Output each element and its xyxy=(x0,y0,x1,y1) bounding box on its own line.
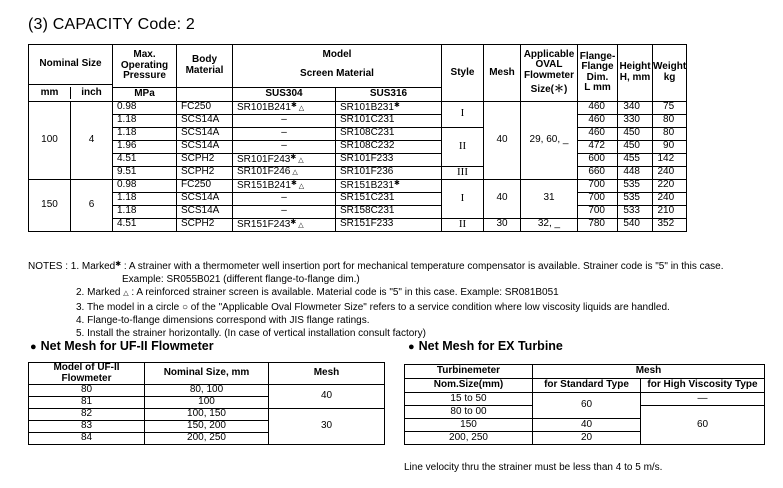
dim-W: 75 xyxy=(653,101,687,114)
dim-W: 220 xyxy=(653,179,687,192)
asterisk-mark-icon: ✱ xyxy=(290,218,297,226)
header-model xyxy=(233,45,442,85)
model-code: SR101B241 xyxy=(237,101,291,113)
ex-size: 150 xyxy=(405,419,533,432)
model-cell-s316 xyxy=(336,101,442,114)
body-material: SCPH2 xyxy=(177,218,233,231)
header-weight: Weight kg xyxy=(653,45,687,102)
uf-size: 100, 150 xyxy=(145,409,269,421)
header-body-material: Body Material xyxy=(177,45,233,88)
model-cell-s316 xyxy=(336,205,442,218)
uf-mesh: 40 xyxy=(269,385,385,409)
ex-header-std: for Standard Type xyxy=(533,379,641,393)
note-2-text: : A reinforced strainer screen is available. Material code is "5" in this case. Example: SR081B051 xyxy=(131,287,559,299)
header-units-row xyxy=(29,85,113,102)
asterisk-mark-icon: ✱ xyxy=(115,261,122,268)
note-2 xyxy=(28,286,778,300)
model-cell-s304 xyxy=(233,101,336,114)
table-row xyxy=(29,153,687,166)
oval-size: 31 xyxy=(521,179,578,218)
style-value: II xyxy=(442,218,484,231)
body-material: FC250 xyxy=(177,179,233,192)
ex-header-turbine: Turbinemeter xyxy=(405,365,533,379)
style-value: II xyxy=(442,127,484,166)
header-nominal-size: Nominal Size xyxy=(29,45,113,85)
dim-L: 700 xyxy=(578,205,618,218)
uf-header-size: Nominal Size, mm xyxy=(145,363,269,385)
ex-std-mesh: 20 xyxy=(533,432,641,445)
model-cell-s316 xyxy=(336,153,442,166)
body-material: SCS14A xyxy=(177,127,233,140)
body-material: SCS14A xyxy=(177,205,233,218)
table-row xyxy=(29,101,687,114)
model-code: – xyxy=(281,140,287,152)
dim-W: 80 xyxy=(653,114,687,127)
size-mm: 100 xyxy=(29,101,71,179)
model-cell-s304 xyxy=(233,166,336,179)
size-inch: 6 xyxy=(71,179,113,231)
asterisk-mark-icon: ✱ xyxy=(393,179,400,187)
pressure: 9.51 xyxy=(113,166,177,179)
model-code: SR101F243 xyxy=(237,153,291,165)
model-code: SR101B231 xyxy=(340,101,394,113)
pressure: 1.18 xyxy=(113,127,177,140)
header-max-pressure: Max. Operating Pressure xyxy=(113,45,177,88)
body-material: SCS14A xyxy=(177,114,233,127)
model-cell-s304 xyxy=(233,114,336,127)
model-code: – xyxy=(281,127,287,139)
dim-H: 535 xyxy=(618,192,653,205)
header-flange-label: Flange-Flange Dim. xyxy=(579,50,616,83)
asterisk-mark-icon: ✱ xyxy=(290,179,297,187)
triangle-mark-icon: △ xyxy=(296,104,305,112)
model-cell-s316 xyxy=(336,192,442,205)
dim-H: 340 xyxy=(618,101,653,114)
bullet-icon: ● xyxy=(30,341,37,353)
size-inch: 4 xyxy=(71,101,113,179)
header-inch: inch xyxy=(81,86,102,98)
ex-header-high: for High Viscosity Type xyxy=(641,379,765,393)
triangle-mark-icon: △ xyxy=(296,221,304,229)
triangle-mark-icon: △ xyxy=(290,169,298,177)
uf-model: 82 xyxy=(29,409,145,421)
header-oval-size: Size(＊) xyxy=(530,84,568,96)
ex-std-mesh: 60 xyxy=(533,393,641,419)
model-code: – xyxy=(281,114,287,126)
model-cell-s316 xyxy=(336,140,442,153)
model-code: – xyxy=(281,192,287,204)
asterisk-mark-icon: ✱ xyxy=(290,153,297,161)
dim-L: 660 xyxy=(578,166,618,179)
dim-W: 352 xyxy=(653,218,687,231)
header-model-label: Model xyxy=(322,49,352,61)
asterisk-mark-icon: ✱ xyxy=(393,101,400,109)
body-material: FC250 xyxy=(177,101,233,114)
style-value: III xyxy=(442,166,484,179)
body-material: SCPH2 xyxy=(177,153,233,166)
triangle-mark-icon: △ xyxy=(296,182,305,190)
dim-L: 460 xyxy=(578,127,618,140)
dim-H: 450 xyxy=(618,140,653,153)
note-4: 4. Flange-to-flange dimensions correspond with JIS flange ratings. xyxy=(76,314,370,326)
model-code: SR151F233 xyxy=(340,218,394,230)
dim-L: 700 xyxy=(578,179,618,192)
pressure: 1.18 xyxy=(113,192,177,205)
uf-size: 100 xyxy=(145,397,269,409)
dim-H: 455 xyxy=(618,153,653,166)
note-1-text: : A strainer with a thermometer well insertion port for mechanical temperature compensator is available. Strainer code is "5" in this case. xyxy=(123,261,724,272)
table-row xyxy=(29,166,687,179)
model-code: SR151C231 xyxy=(340,192,395,204)
ex-size: 80 to 00 xyxy=(405,406,533,419)
note-5: 5. Install the strainer horizontally. (In case of vertical installation consult factory) xyxy=(76,328,426,340)
table-row xyxy=(405,393,765,406)
model-cell-s304 xyxy=(233,205,336,218)
model-code: SR151F243 xyxy=(237,218,291,230)
model-cell-s304 xyxy=(233,153,336,166)
model-cell-s304 xyxy=(233,140,336,153)
pressure: 0.98 xyxy=(113,179,177,192)
model-cell-s316 xyxy=(336,114,442,127)
dim-L: 460 xyxy=(578,101,618,114)
header-height: Height H, mm xyxy=(618,45,653,102)
uf-model: 84 xyxy=(29,433,145,445)
header-oval-label: Applicable OVAL Flowmeter xyxy=(523,48,575,81)
model-cell-s304 xyxy=(233,127,336,140)
model-code: SR108C232 xyxy=(340,140,395,152)
uf-heading xyxy=(30,339,214,353)
uf-model: 83 xyxy=(29,421,145,433)
note-1-lead: NOTES : 1. Marked xyxy=(28,261,116,272)
model-code: SR151B241 xyxy=(237,179,291,191)
model-cell-s304 xyxy=(233,192,336,205)
capacity-table xyxy=(28,44,687,232)
style-value: I xyxy=(442,179,484,218)
model-code: SR108C231 xyxy=(340,127,395,139)
ex-header-mesh: Mesh xyxy=(533,365,765,379)
header-mpa: MPa xyxy=(113,87,177,101)
style-value: I xyxy=(442,101,484,127)
header-mesh: Mesh xyxy=(484,45,521,102)
dim-W: 90 xyxy=(653,140,687,153)
model-code: SR101F246 xyxy=(237,166,291,178)
table-row xyxy=(29,218,687,231)
notes xyxy=(28,258,778,340)
oval-size xyxy=(521,101,578,179)
header-screen-material: Screen Material xyxy=(300,67,374,79)
triangle-mark-icon: △ xyxy=(123,290,129,298)
header-sus316: SUS316 xyxy=(336,87,442,101)
dash-mark-icon: _ xyxy=(560,133,569,145)
page-title: (3) CAPACITY Code: 2 xyxy=(28,16,196,33)
uf-header-model: Model of UF-II Flowmeter xyxy=(29,363,145,385)
header-flange-unit: L mm xyxy=(584,82,611,94)
table-row xyxy=(29,385,385,397)
ex-heading xyxy=(408,339,563,353)
asterisk-mark-icon: ✱ xyxy=(290,101,297,109)
model-cell-s304 xyxy=(233,179,336,192)
dash-mark-icon: _ xyxy=(551,218,561,230)
pressure: 0.98 xyxy=(113,101,177,114)
uf-mesh: 30 xyxy=(269,409,385,445)
dim-W: 210 xyxy=(653,205,687,218)
model-code: – xyxy=(281,205,287,217)
uf-size: 150, 200 xyxy=(145,421,269,433)
dim-W: 240 xyxy=(653,192,687,205)
dim-H: 450 xyxy=(618,127,653,140)
note-3: 3. The model in a circle ○ of the "Applicable Oval Flowmeter Size" refers to a service condition where low viscosity liquids are handled. xyxy=(76,301,670,313)
header-oval xyxy=(521,45,578,102)
dim-H: 533 xyxy=(618,205,653,218)
ex-size: 15 to 50 xyxy=(405,393,533,406)
mesh-value: 40 xyxy=(484,179,521,218)
oval-size xyxy=(521,218,578,231)
model-cell-s316 xyxy=(336,179,442,192)
mesh-value: 30 xyxy=(484,218,521,231)
ex-std-mesh: 40 xyxy=(533,419,641,432)
model-code: SR101F236 xyxy=(340,166,394,178)
ex-size: 200, 250 xyxy=(405,432,533,445)
dim-L: 460 xyxy=(578,114,618,127)
model-cell-s316 xyxy=(336,166,442,179)
note-1-example: Example: SR055B021 (different flange-to-flange dim.) xyxy=(122,274,360,286)
pressure: 4.51 xyxy=(113,218,177,231)
ex-header-nom: Nom.Size(mm) xyxy=(405,379,533,393)
body-material: SCS14A xyxy=(177,192,233,205)
triangle-mark-icon: △ xyxy=(296,156,304,164)
table-row xyxy=(29,127,687,140)
dim-H: 330 xyxy=(618,114,653,127)
header-flange xyxy=(578,45,618,102)
table-row xyxy=(29,179,687,192)
uf-size: 80, 100 xyxy=(145,385,269,397)
body-material: SCS14A xyxy=(177,140,233,153)
model-cell-s316 xyxy=(336,218,442,231)
model-cell-s304 xyxy=(233,218,336,231)
dim-L: 472 xyxy=(578,140,618,153)
table-row xyxy=(29,205,687,218)
header-body-blank xyxy=(177,87,233,101)
table-row xyxy=(29,409,385,421)
uf-header-mesh: Mesh xyxy=(269,363,385,385)
uf-mesh-table xyxy=(28,362,385,445)
pressure: 1.18 xyxy=(113,114,177,127)
dim-W: 142 xyxy=(653,153,687,166)
uf-model: 80 xyxy=(29,385,145,397)
dim-W: 80 xyxy=(653,127,687,140)
header-sus304: SUS304 xyxy=(233,87,336,101)
table-row xyxy=(29,114,687,127)
ex-heading-text: Net Mesh for EX Turbine xyxy=(418,339,563,353)
pressure: 4.51 xyxy=(113,153,177,166)
ex-high-mesh: — xyxy=(641,393,765,406)
ex-high-mesh: 60 xyxy=(641,406,765,445)
dim-H: 535 xyxy=(618,179,653,192)
pressure: 1.96 xyxy=(113,140,177,153)
header-mm: mm xyxy=(29,87,71,99)
uf-size: 200, 250 xyxy=(145,433,269,445)
model-code: SR158C231 xyxy=(340,205,395,217)
uf-heading-text: Net Mesh for UF-II Flowmeter xyxy=(40,339,214,353)
note-1 xyxy=(28,258,778,273)
table-row xyxy=(29,140,687,153)
table-row xyxy=(29,192,687,205)
pressure: 1.18 xyxy=(113,205,177,218)
body-material: SCPH2 xyxy=(177,166,233,179)
bullet-icon: ● xyxy=(408,341,415,353)
dim-L: 780 xyxy=(578,218,618,231)
model-code: SR101C231 xyxy=(340,114,395,126)
dim-H: 448 xyxy=(618,166,653,179)
uf-model: 81 xyxy=(29,397,145,409)
dim-L: 700 xyxy=(578,192,618,205)
dim-H: 540 xyxy=(618,218,653,231)
ex-mesh-table xyxy=(404,364,765,445)
oval-size-text: 32, xyxy=(537,218,552,230)
dim-W: 240 xyxy=(653,166,687,179)
model-cell-s316 xyxy=(336,127,442,140)
size-mm: 150 xyxy=(29,179,71,231)
oval-size-text: 29, 60, xyxy=(529,133,561,145)
dim-L: 600 xyxy=(578,153,618,166)
header-style: Style xyxy=(442,45,484,102)
model-code: SR151B231 xyxy=(340,179,394,191)
ex-footnote: Line velocity thru the strainer must be less than 4 to 5 m/s. xyxy=(404,462,663,473)
model-code: SR101F233 xyxy=(340,153,394,165)
mesh-value: 40 xyxy=(484,101,521,179)
note-2-lead: 2. Marked xyxy=(76,287,121,299)
